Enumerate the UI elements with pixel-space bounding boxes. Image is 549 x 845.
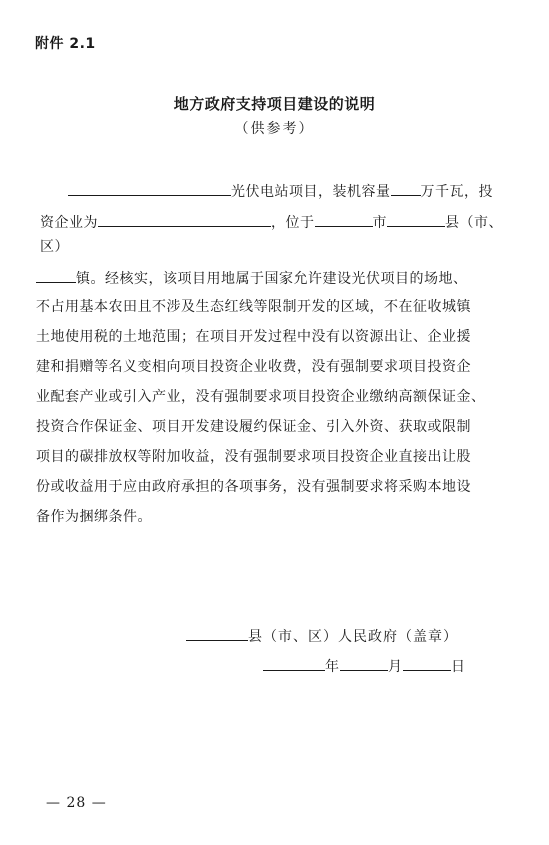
- day-blank[interactable]: [403, 655, 451, 671]
- town-blank[interactable]: [36, 267, 76, 283]
- body-line-4: 镇。经核实，该项目用地属于国家允许建设光伏项目的场地、: [36, 267, 468, 289]
- page-number: — 28 —: [46, 795, 107, 811]
- body-line-2: 资企业为 ，位于 市 县（市、: [40, 211, 503, 233]
- date-line: 年 月 日: [263, 655, 466, 677]
- document-title: 地方政府支持项目建设的说明: [173, 95, 376, 113]
- body-line-12: 备作为捆绑条件。: [36, 509, 152, 525]
- city-blank[interactable]: [315, 211, 373, 227]
- investor-blank[interactable]: [98, 211, 271, 227]
- month-blank[interactable]: [340, 655, 388, 671]
- attachment-label: 附件 2.1: [35, 36, 96, 52]
- body-line-7: 建和捐赠等名义变相向项目投资企业收费，没有强制要求项目投资企: [36, 359, 471, 375]
- county-blank[interactable]: [387, 211, 445, 227]
- body-line-8: 业配套产业或引入产业，没有强制要求项目投资企业缴纳高额保证金、: [36, 389, 486, 405]
- county-name-blank[interactable]: [186, 625, 248, 641]
- body-line-1: 光伏电站项目，装机容量 万千瓦，投: [68, 180, 493, 202]
- year-blank[interactable]: [263, 655, 325, 671]
- body-line-6: 土地使用税的土地范围；在项目开发过程中没有以资源出让、企业援: [36, 329, 471, 345]
- document-subtitle: （供参考）: [234, 121, 315, 137]
- project-name-blank[interactable]: [68, 180, 231, 196]
- body-line-11: 份或收益用于应由政府承担的各项事务，没有强制要求将采购本地设: [36, 479, 471, 495]
- capacity-blank[interactable]: [391, 180, 421, 196]
- government-seal-line: 县（市、区）人民政府（盖章）: [186, 625, 458, 647]
- body-line-3: 区）: [40, 239, 69, 255]
- body-line-10: 项目的碳排放权等附加收益，没有强制要求项目投资企业直接出让股: [36, 449, 471, 465]
- body-line-9: 投资合作保证金、项目开发建设履约保证金、引入外资、获取或限制: [36, 419, 471, 435]
- body-line-5: 不占用基本农田且不涉及生态红线等限制开发的区域，不在征收城镇: [36, 299, 471, 315]
